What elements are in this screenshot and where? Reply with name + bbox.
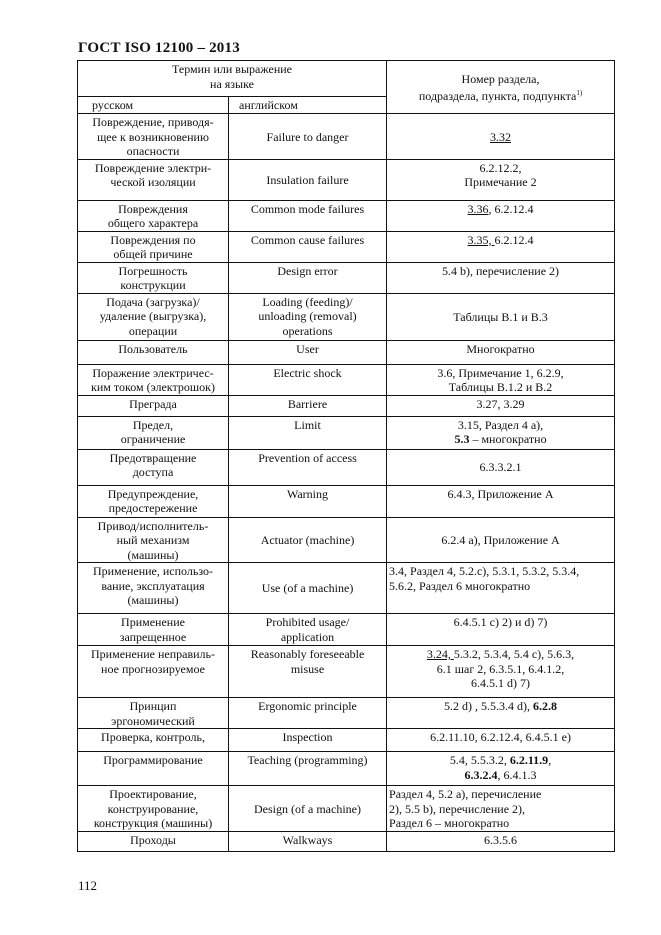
term-russian: Предупреждение, предостережение xyxy=(78,485,229,517)
reference-segment: Таблицы В.1 и В.3 xyxy=(453,309,548,324)
section-reference xyxy=(387,832,615,852)
section-reference xyxy=(387,646,615,698)
reference-segment: 3.35, xyxy=(467,232,495,247)
section-reference xyxy=(387,395,615,416)
term-russian: Привод/исполнитель- ный механизм (машины) xyxy=(78,517,229,563)
reference-segment: – многократно xyxy=(469,432,547,446)
reference-segment: 5.4 b), перечисление 2) xyxy=(441,263,560,278)
reference-segment: 6.4.5.1 c) 2) и d) 7) xyxy=(453,615,548,629)
reference-segment: 5.3.2, 5.3.4, 5.4 c), 5.6.3, 6.1 шаг 2, 6.3.5.1, 6.4.1.2, 6.4.5.1 d) 7) xyxy=(436,647,575,690)
term-russian: Предел, ограничение xyxy=(78,416,229,449)
term-english: Ergonomic principle xyxy=(229,698,387,729)
term-russian: Погрешность конструкции xyxy=(78,262,229,293)
table-row xyxy=(78,159,615,200)
term-russian: Применение запрещенное xyxy=(78,614,229,646)
reference-segment: 3.15, Раздел 4 a), xyxy=(457,417,544,432)
table-row xyxy=(78,786,615,832)
term-russian: Пользователь xyxy=(78,340,229,364)
term-russian: Проверка, контроль, xyxy=(78,729,229,752)
header-number-label: Номер раздела, подраздела, пункта, подпункта xyxy=(418,71,577,103)
term-english: User xyxy=(229,340,387,364)
reference-segment: 5.4, 5.5.3.2, xyxy=(449,753,510,767)
header-english-cell: английском xyxy=(229,97,387,114)
reference-segment: Многократно xyxy=(466,341,535,356)
term-russian: Программирование xyxy=(78,752,229,786)
table-row xyxy=(78,231,615,262)
table-row xyxy=(78,563,615,614)
term-russian: Применение, использо- вание, эксплуатация (машины) xyxy=(78,563,229,614)
term-english: Electric shock xyxy=(229,364,387,395)
section-reference xyxy=(387,416,615,449)
section-reference xyxy=(387,262,615,293)
table-row xyxy=(78,395,615,416)
term-english: Loading (feeding)/ unloading (removal) operations xyxy=(229,293,387,340)
term-english: Barriere xyxy=(229,395,387,416)
term-english: Walkways xyxy=(229,832,387,852)
term-english: Teaching (programming) xyxy=(229,752,387,786)
term-english: Actuator (machine) xyxy=(229,517,387,563)
term-english: Design error xyxy=(229,262,387,293)
table-row xyxy=(78,262,615,293)
footnote-marker: 1) xyxy=(576,89,583,97)
table-row xyxy=(78,114,615,160)
header-number-cell xyxy=(387,61,615,114)
table-row xyxy=(78,698,615,729)
reference-segment: 3.24, xyxy=(426,647,454,661)
section-reference xyxy=(387,614,615,646)
section-reference xyxy=(387,729,615,752)
header-russian-cell: русском xyxy=(78,97,229,114)
term-english: Failure to danger xyxy=(229,114,387,160)
term-russian: Проектирование, конструирование, конструкция (машины) xyxy=(78,786,229,832)
table-row xyxy=(78,614,615,646)
section-reference xyxy=(387,159,615,200)
section-reference xyxy=(387,449,615,485)
table-header-row xyxy=(78,61,615,97)
term-english: Insulation failure xyxy=(229,159,387,200)
section-reference xyxy=(387,517,615,563)
section-reference xyxy=(387,563,615,614)
page-number: 112 xyxy=(78,878,98,893)
table-row xyxy=(78,293,615,340)
term-english: Limit xyxy=(229,416,387,449)
terms-index-table xyxy=(77,60,615,852)
term-russian: Принцип эргономический xyxy=(78,698,229,729)
term-english: Warning xyxy=(229,485,387,517)
reference-segment: , 6.2.12.4 xyxy=(488,201,534,216)
section-reference xyxy=(387,293,615,340)
reference-segment: 5.3 xyxy=(454,432,470,446)
term-russian: Повреждения общего характера xyxy=(78,200,229,231)
term-russian: Применение неправиль- ное прогнозируемое xyxy=(78,646,229,698)
term-english: Common mode failures xyxy=(229,200,387,231)
reference-segment: 6.2.11.9 xyxy=(509,753,549,767)
term-russian: Предотвращение доступа xyxy=(78,449,229,485)
term-russian: Поражение электричес- ким током (электрошок) xyxy=(78,364,229,395)
term-russian: Повреждение электри- ческой изоляции xyxy=(78,159,229,200)
section-reference xyxy=(387,364,615,395)
term-english: Prevention of access xyxy=(229,449,387,485)
term-english: Design (of a machine) xyxy=(229,786,387,832)
section-reference xyxy=(387,114,615,160)
reference-segment: Раздел 4, 5.2 a), перечисление 2), 5.5 b), перечисление 2), Раздел 6 – многократно xyxy=(389,787,542,830)
reference-segment: 6.2.11.10, 6.2.12.4, 6.4.5.1 e) xyxy=(430,730,571,744)
term-russian: Повреждение, приводя- щее к возникновению опасности xyxy=(78,114,229,160)
table-row xyxy=(78,364,615,395)
reference-segment: 6.2.8 xyxy=(533,699,558,713)
section-reference xyxy=(387,752,615,786)
term-english: Use (of a machine) xyxy=(229,563,387,614)
reference-segment: 6.4.3, Приложение А xyxy=(447,486,554,501)
document-header: ГОСТ ISO 12100 – 2013 xyxy=(78,40,240,56)
term-russian: Повреждения по общей причине xyxy=(78,231,229,262)
table-row xyxy=(78,729,615,752)
table-row xyxy=(78,832,615,852)
table-row xyxy=(78,752,615,786)
table-row xyxy=(78,200,615,231)
reference-segment: 6.2.12.4 xyxy=(494,232,534,247)
term-english: Reasonably foreseeable misuse xyxy=(229,646,387,698)
table-row xyxy=(78,340,615,364)
term-russian: Подача (загрузка)/ удаление (выгрузка), операции xyxy=(78,293,229,340)
table-row xyxy=(78,485,615,517)
header-terms-cell: Термин или выражение на языке xyxy=(78,61,387,97)
term-english: Inspection xyxy=(229,729,387,752)
term-english: Common cause failures xyxy=(229,231,387,262)
table-row xyxy=(78,646,615,698)
table-row xyxy=(78,517,615,563)
reference-segment: 3.6, Примечание 1, 6.2.9, Таблицы В.1.2 и В.2 xyxy=(437,365,564,394)
reference-segment: 5.2 d) , 5.5.3.4 d), xyxy=(444,699,534,713)
reference-segment: 6.3.3.2.1 xyxy=(479,460,522,475)
term-english: Prohibited usage/ application xyxy=(229,614,387,646)
table-row xyxy=(78,416,615,449)
section-reference xyxy=(387,340,615,364)
term-russian: Преграда xyxy=(78,395,229,416)
reference-segment: 3.36 xyxy=(467,201,489,216)
section-reference xyxy=(387,485,615,517)
reference-segment: 3.32 xyxy=(490,129,512,144)
reference-segment: , xyxy=(548,753,552,767)
term-russian: Проходы xyxy=(78,832,229,852)
section-reference xyxy=(387,200,615,231)
section-reference xyxy=(387,786,615,832)
reference-segment: 6.3.5.6 xyxy=(484,833,518,847)
reference-segment: 3.4, Раздел 4, 5.2.c), 5.3.1, 5.3.2, 5.3.4, 5.6.2, Раздел 6 многократно xyxy=(389,564,580,593)
reference-segment: 6.3.2.4 xyxy=(464,767,498,782)
reference-segment: 3.27, 3.29 xyxy=(476,396,525,411)
reference-segment: , 6.4.1.3 xyxy=(497,767,537,782)
reference-segment: 6.2.4 a), Приложение А xyxy=(441,533,560,547)
section-reference xyxy=(387,231,615,262)
table-row xyxy=(78,449,615,485)
section-reference xyxy=(387,698,615,729)
reference-segment: 6.2.12.2, Примечание 2 xyxy=(464,160,537,189)
